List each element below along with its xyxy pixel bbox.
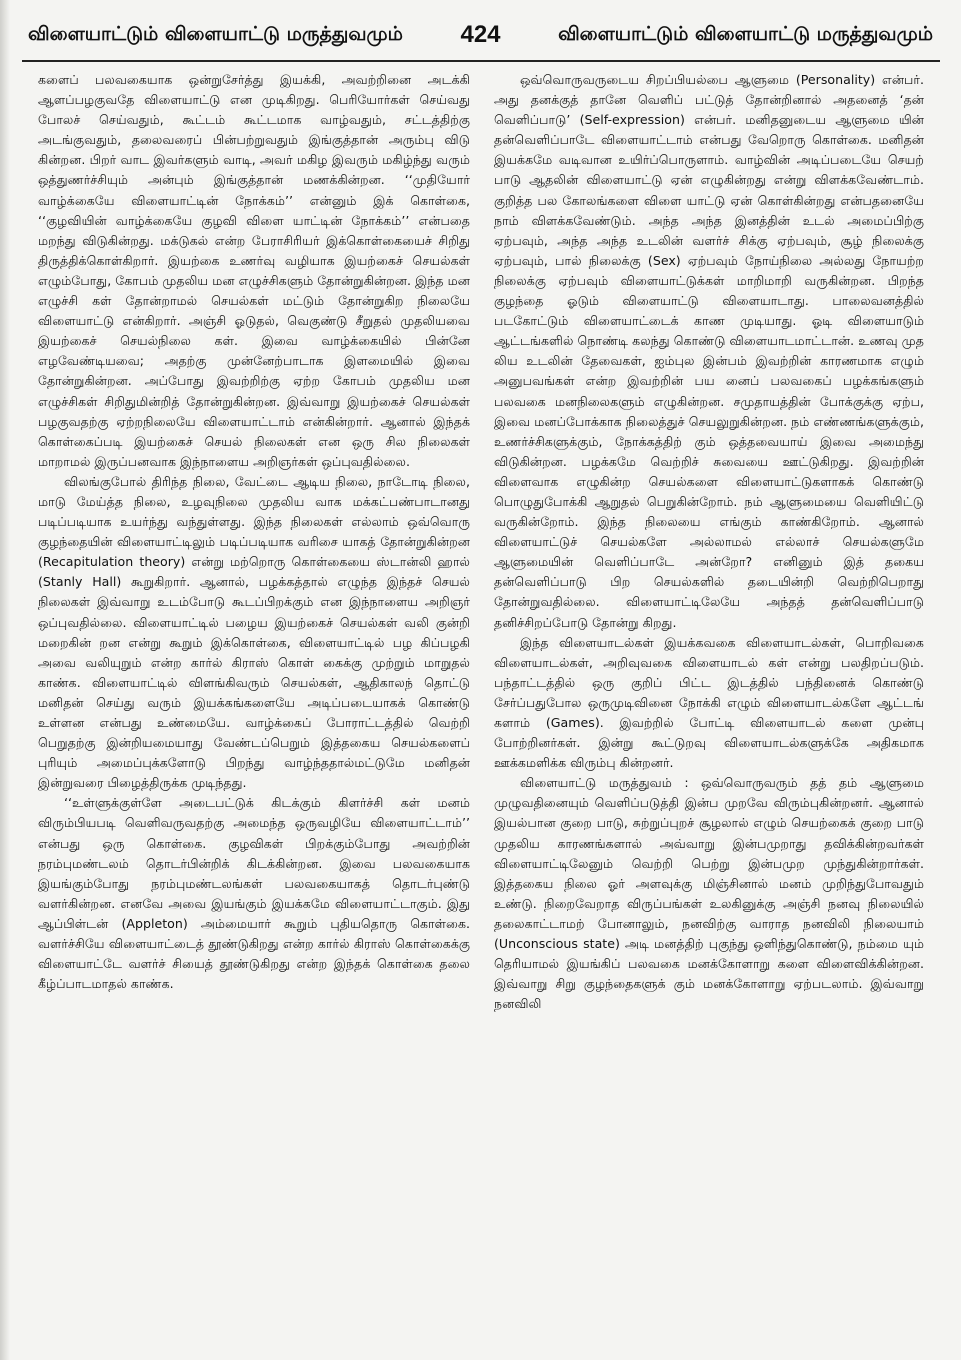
left-column bbox=[38, 70, 470, 1350]
left-paragraph-1: களைப் பலவகையாக ஒன்றுசேர்த்து இயக்கி, அவற்றினை அடக்கி ஆளப்பழகுவதே விளையாட்டு என முடிகிறது. பெரியோர்கள் செய்வது போலச் செய்வதும், கூட்டம் கூட்டமாக வாழ்வதும், சட்டத்திற்கு அடங்குவதும், தலைவரைப் பின்பற்றுவதும் இங்குத்தான் அரும்பு விடு கின்றன. பிறர் வாட இவர்களும் வாடி, அவர் மகிழ இவரும் மகிழ்ந்து வரும் ஒத்துணர்ச்சியும் அன்பும் இங்குத்தான் மணக்கின்றன. ‘‘முதியோர் வாழ்க்கையே விளையாட்டின் நோக்கம்’’ என்னும் இக் கொள்கை, ‘‘குழவியின் வாழ்க்கையே குழவி விளை யாட்டின் நோக்கம்’’ என்பதை மறந்து விடுகின்றது. மக்டுகல் என்ற பேராசிரியர் இக்கொள்கையைச் சிறிது திருத்திக்கொள்கிறார். இயற்கை உணர்வு வழியாக இயற்கைச் செயல்கள் எழும்போது, கோபம் முதலிய மன எழுச்சிகளும் தோன்றுகின்றன. இந்த மன எழுச்சி கள் தோன்றாமல் செயல்கள் மட்டும் தோன்றுகிற நிலையே விளையாட்டு என்கிறார். அஞ்சி ஓடுதல், வெகுண்டு சீறுதல் முதலியவை இயற்கைச் செயல்நிலை கள். இவை வாழ்க்கையில் பின்னே எழவேண்டியவை; அதற்கு முன்னேற்பாடாக இளமையில் இவை தோன்றுகின்றன. அப்போது இவற்றிற்கு ஏற்ற கோபம் முதலிய மன எழுச்சிகள் சிறிதுமின்றித் தோன்றுகின்றன. இவ்வாறு இயற்கைச் செயல்கள் பழகுவதற்கு ஏற்றநிலையே விளையாட்டாம் என்கின்றார். ஆனால் இந்தக் கொள்கைப்படி இயற்கைச் செயல் நிலைகள் என ஒரு சில நிலைகள் மாறாமல் இருப்பனவாக இந்நாளைய அறிஞர்கள் ஒப்புவதில்லை. bbox=[38, 72, 470, 469]
right-paragraph-2: இந்த விளையாடல்கள் இயக்கவகை விளையாடல்கள், பொறிவகை விளையாடல்கள், அறிவுவகை விளையாடல் கள் என்று பலதிறப்படும். பந்தாட்டத்தில் ஒரு குறிப் பிட்ட இடத்தில் பந்தினைக் கொண்டு சேர்ப்பதுபோல ஒருமுடிவினை நோக்கி எழும் விளையாடல்களே ஆட்டங் களாம் (Games). இவற்றில் போட்டி விளையாடல் களை முன்பு போற்றினர்கள். இன்று கூட்டுறவு விளையாடல்களுக்கே அதிகமாக ஊக்கமளிக்க விரும்பு கின்றனர். bbox=[494, 634, 924, 771]
header-left-title: விளையாட்டும் விளையாட்டு மருத்துவமும் bbox=[28, 22, 403, 45]
left-paragraph-3: ‘‘உள்ளுக்குள்ளே அடைபட்டுக் கிடக்கும் கிளர்ச்சி கள் மனம் விரும்பியபடி வெளிவருவதற்கு அமைந்த ஒருவழியே விளையாட்டாம்’’ என்பது ஒரு கொள்கை. குழவிகள் பிறக்கும்போது அவற்றின் நரம்புமண்டலம் தொடர்பின்றிக் கிடக்கின்றன. இவை பலவகையாக இயங்கும்போது நரம்புமண்டலங்கள் பலவகையாகத் தொடர்புண்டு வளர்கின்றன. எனவே அவை இயங்கும் இயக்கமே விளையாட்டாகும். இது ஆப்பிள்டன் (Appleton) அம்மையார் கூறும் புதியதொரு கொள்கை. வளர்ச்சியே விளையாட்டைத் தூண்டுகிறது என்ற கார்ல் கிராஸ் கொள்கைக்கு விளையாட்டே வளர்ச் சியைத் தூண்டுகிறது என்ற இந்தக் கொள்கை தலை கீழ்ப்பாடமாதல் காண்க. bbox=[38, 795, 470, 992]
page-edge-shadow bbox=[0, 0, 10, 1360]
running-header bbox=[28, 14, 933, 56]
right-column bbox=[494, 70, 924, 1350]
left-paragraph-2: விலங்குபோல் திரிந்த நிலை, வேட்டை ஆடிய நிலை, நாடோடி நிலை, மாடு மேய்த்த நிலை, உழவுநிலை முதலிய வாக மக்கட்பண்பாடானது படிப்படியாக உயர்ந்து வந்துள்ளது. இந்த நிலைகள் எல்லாம் ஒவ்வொரு குழந்தையின் விளையாட்டிலும் படிப்படியாக வரிசை யாகத் தோன்றுகின்றன (Recapitulation theory) என்று மற்றொரு கொள்கையை ஸ்டான்லி ஹால் (Stanly Hall) கூறுகிறார். ஆனால், பழக்கத்தால் எழுந்த இந்தச் செயல் நிலைகள் இவ்வாறு உடம்போடு கூடப்பிறக்கும் என இந்நாளைய அறிஞர் ஒப்புவதில்லை. விளையாட்டில் பழைய இயற்கைச் செயல்கள் வலி குன்றி மறைகின் றன என்று கூறும் இக்கொள்கை, விளையாட்டில் பழ கிப்பழகி அவை வலியுறும் என்ற கார்ல் கிராஸ் கொள் கைக்கு முற்றும் மாறுதல் காண்க. விளையாட்டில் விளங்கிவரும் செயல்கள், ஆதிகாலந் தொட்டு மனிதன் செய்து வரும் இயக்கங்களையே அடிப்படையாகக் கொண்டு உள்ளன என்பது உண்மையே. வாழ்க்கைப் போராட்டத்தில் வெற்றி பெறுதற்கு இன்றியமையாது வேண்டப்பெறும் இத்தகைய செயல்களைப் புரியும் அமைப்புக்களோடு பிறந்து வாழ்ந்ததால்மட்டுமே மனிதன் இன்றுவரை பிழைத்திருக்க முடிந்தது. bbox=[38, 473, 470, 791]
header-rule bbox=[22, 60, 940, 62]
right-paragraph-1: ஒவ்வொருவருடைய சிறப்பியல்பை ஆளுமை (Personality) என்பர். அது தனக்குத் தானே வெளிப் பட்டுத் தோன்றினால் அதனைத் ‘தன் வெளிப்பாடு’ (Self-expression) என்பர். மனிதனுடைய ஆளுமை யின் தன்வெளிப்பாடே விளையாட்டாம் என்பது வேறொரு கொள்கை. மனிதன் இயக்கமே வடிவான உயிர்ப்பொருளாம். வாழ்வின் அடிப்படையே செயற் பாடு ஆதலின் விளையாட்டு ஏன் எழுகின்றது என்று விளக்கவேண்டாம். குறித்த பல கோலங்களை விளை யாட்டு ஏன் கொள்கின்றது என்பதனையே நாம் விளக்கவேண்டும். அந்த அந்த இனத்தின் உடல் அமைப்பிற்கு ஏற்பவும், அந்த அந்த உடலின் வளர்ச் சிக்கு ஏற்பவும், சூழ் நிலைக்கு ஏற்பவும், பால் நிலைக்கு (Sex) ஏற்பவும் நோய்நிலை அல்லது நோயற்ற நிலைக்கு ஏற்பவும் விளையாட்டுக்கள் மாறிமாறி வருகின்றன. பிறந்த குழந்தை ஓடும் விளையாட்டு விளையாடாது. பாலைவனத்தில் படகோட்டும் விளையாட்டைக் காண முடியாது. ஓடி விளையாடும் ஆட்டங்களில் நொண்டி கலந்து கொண்டு விளையாடமாட்டான். உணவு முத லிய உடலின் தேவைகள், ஐம்புல இன்பம் இவற்றின் காரணமாக எழும் அனுபவங்கள் என்ற இவற்றின் பய னைப் பலவகைப் பழக்கங்களும் பலவகை மனநிலைகளும் எழுகின்றன. சமுதாயத்தின் போக்குக்கு ஏற்ப, இவை மனப்போக்காக நிலைத்துச் செயலுறுகின்றன. நம் எண்ணங்களுக்கும், உணர்ச்சிகளுக்கும், நோக்கத்திற் கும் ஒத்தவையாய் இவை அமைந்து விடுகின்றன. பழக்கமே வெற்றிச் சுவையை ஊட்டுகிறது. இவற்றின் விளைவாக எழுகின்ற செயல்களை விளையாட்டுகளாகக் கொண்டு பொழுதுபோக்கி ஆறுதல் பெறுகின்றோம். நம் ஆளுமையை வெளியிட்டு வருகின்றோம். இந்த நிலையை எங்கும் காண்கிறோம். ஆனால் விளையாட்டுச் செயல்களே அல்லாமல் எல்லாச் செயல்களுமே ஆளுமையின் வெளிப்பாடே அன்றோ? எனினும் இத் தகைய தன்வெளிப்பாடு பிற செயல்களில் தடையின்றி வெற்றிபெறாது தோன்றுவதில்லை. விளையாட்டிலேயே அந்தத் தன்வெளிப்பாடு தனிச்சிறப்போடு தோன்று கிறது. bbox=[494, 72, 924, 630]
page-number: 424 bbox=[460, 21, 501, 48]
right-paragraph-3: விளையாட்டு மருத்துவம் : ஒவ்வொருவரும் தத் தம் ஆளுமை முழுவதினையும் வெளிப்படுத்தி இன்ப முறவே விரும்புகின்றனர். ஆனால் இயல்பான குறை பாடு, சுற்றுப்புறச் சூழலால் எழும் செயற்கைக் குறை பாடு முதலிய காரணங்களால் அவ்வாறு இன்பமுறாது தவிக்கின்றவர்கள் விளையாட்டிலேனும் வெற்றி பெற்று இன்பமுற முந்துகின்றார்கள். இத்தகைய நிலை ஓர் அளவுக்கு மிஞ்சினால் மனம் முறிந்துபோவதும் உண்டு. நிறைவேறாத விருப்பங்கள் உலகினுக்கு அஞ்சி நனவு நிலையில் தலைகாட்டாமற் போனாலும், நனவிற்கு வாராத நனவிலி நிலையாம் (Unconscious state) அடி மனத்திற் புகுந்து ஒளிந்துகொண்டு, நம்மை யும் தெரியாமல் இயங்கிப் பலவகை மனக்கோளாறு களை விளைவிக்கின்றன. இவ்வாறு சிறு குழந்தைகளுக் கும் மனக்கோளாறு ஏற்படலாம். இவ்வாறு நனவிலி bbox=[494, 775, 924, 1012]
header-right-title: விளையாட்டும் விளையாட்டு மருத்துவமும் bbox=[558, 22, 933, 45]
